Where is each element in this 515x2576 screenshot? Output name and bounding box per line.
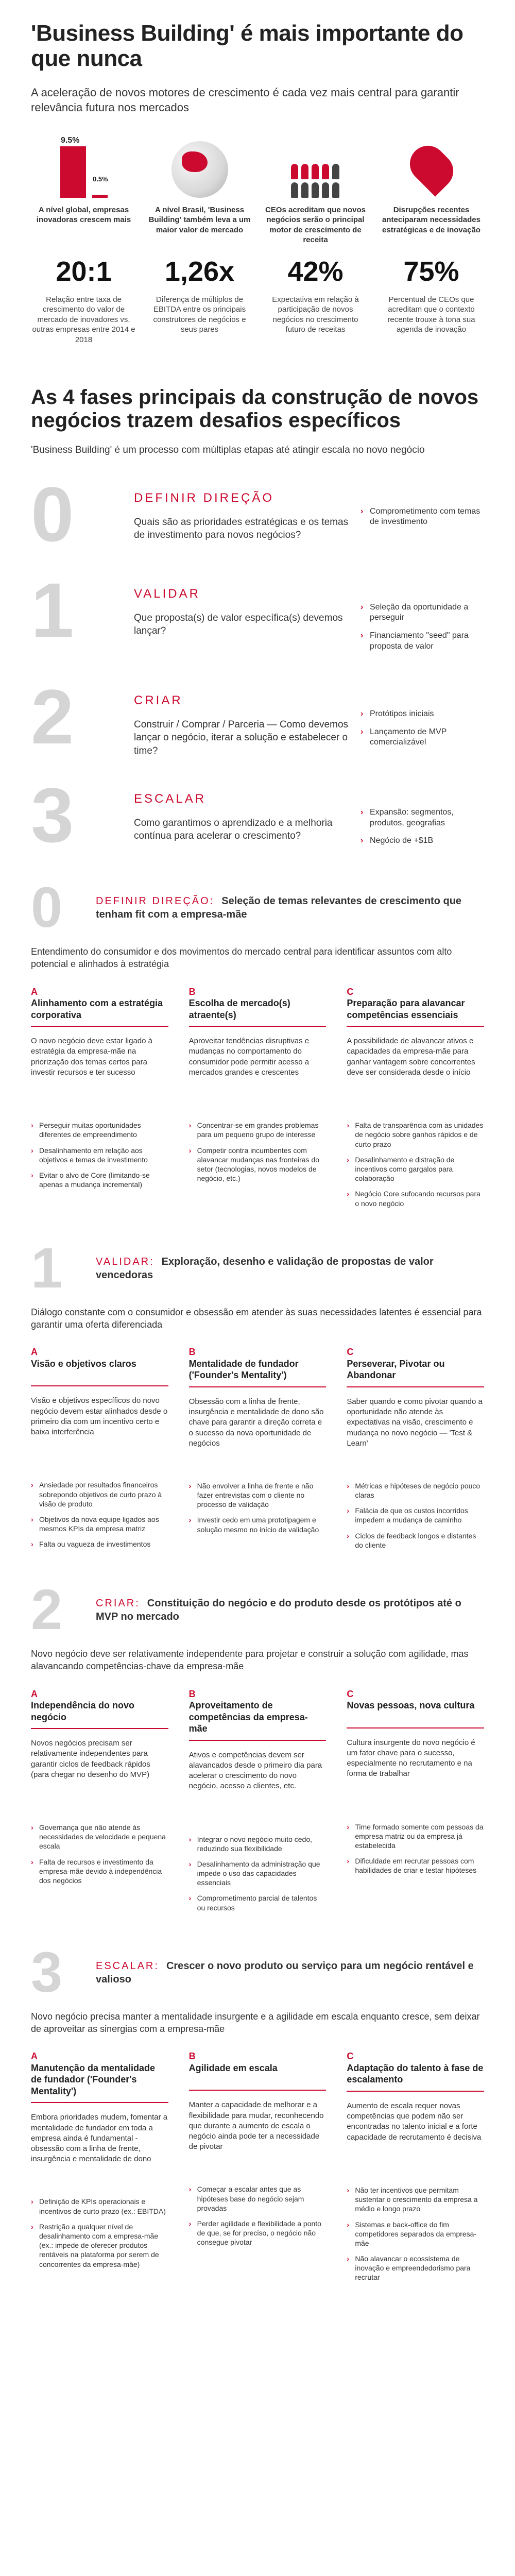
pitfall-item: › Começar a escalar antes que as hipóteses base do negócio sejam provadas xyxy=(189,2184,327,2213)
stat-caption: A nível global, empresas inovadoras crescem mais xyxy=(36,205,131,225)
pitfall-item: › Concentrar-se em grandes problemas para um pequeno grupo de interesse xyxy=(189,1121,327,1139)
column-heading: Aproveitamento de competências da empresa-mãe xyxy=(188,1700,308,1734)
phases-title: As 4 fases principais da construção de novos negócios trazem desafios específicos xyxy=(31,386,479,432)
column-text: Cultura insurgente do novo negócio é um fator chave para o sucesso, especialmente no recrutamento e na forma de trabalhar xyxy=(347,1738,475,1778)
detail-number: 3 xyxy=(31,1940,63,2004)
stat-card xyxy=(379,136,484,345)
column-heading: Independência do novo negócio xyxy=(31,1700,135,1722)
stat-description: Diferença de múltiplos de EBITDA entre os principais construtores de negócios e seus pares xyxy=(153,295,246,334)
stat-card xyxy=(31,136,136,345)
detail-header xyxy=(0,1924,515,2006)
pitfall-item: › Negócio Core sufocando recursos para o novo negócio xyxy=(347,1189,484,1208)
column-heading: Adaptação do talento à fase de escalamento xyxy=(347,2062,484,2085)
column-letter: A xyxy=(31,1347,38,1358)
stats-row xyxy=(31,136,484,345)
detail-title: Constituição do negócio e do produto desde os protótipos até o MVP no mercado xyxy=(96,1597,461,1622)
column-text: Saber quando e como pivotar quando a oportunidade não atende às expectativas na visão, crescimento e mudança no novo negócio — 'Test & Learn' xyxy=(347,1397,483,1448)
phase-row xyxy=(0,462,515,558)
stat-value: 42% xyxy=(287,256,344,287)
pitfall-item: › Falta ou vagueza de investimentos xyxy=(31,1539,168,1549)
detail-section xyxy=(0,859,515,1219)
phases-overview xyxy=(0,462,515,859)
pitfall-item: › Comprometimento parcial de talentos ou recursos xyxy=(189,1893,327,1912)
detail-label: CRIAR: xyxy=(96,1597,140,1609)
pitfall-item: › Falácia de que os custos incorridos impedem a mudança de caminho xyxy=(347,1506,484,1524)
stat-caption: Disrupções recentes anteciparam necessidades estratégicas e de inovação xyxy=(382,205,480,234)
detail-column xyxy=(31,2050,168,2288)
stat-label-a: 9.5% xyxy=(61,135,80,145)
detail-column xyxy=(347,1688,484,1919)
phase-tag: CRIAR xyxy=(134,693,183,707)
phase-outcome: › Expansão: segmentos, produtos, geografias xyxy=(360,807,484,829)
detail-columns xyxy=(0,1341,515,1561)
detail-column xyxy=(189,2050,327,2288)
pitfall-item: › Desalinhamento em relação aos objetivos e temas de investimento xyxy=(31,1146,168,1164)
column-letter: B xyxy=(188,2051,196,2062)
pitfall-item: › Não ter incentivos que permitam sustentar o crescimento da empresa a médio e longo prazo xyxy=(347,2185,484,2214)
phase-number: 0 xyxy=(31,470,74,557)
pitfall-item: › Perseguir muitas oportunidades diferentes de empreendimento xyxy=(31,1121,168,1139)
column-text: Obsessão com a linha de frente, insurgência e mentalidade de dono são chave para garantir a direção correta e o sucesso da nova oportunidade de negócios xyxy=(188,1397,324,1448)
phases-intro xyxy=(0,355,515,462)
detail-header xyxy=(0,1219,515,1302)
detail-column xyxy=(31,986,168,1214)
phase-number: 3 xyxy=(31,771,74,858)
column-pitfalls xyxy=(347,1822,484,1875)
column-letter: B xyxy=(188,986,196,997)
phase-tag: VALIDAR xyxy=(134,586,200,601)
stat-value: 75% xyxy=(403,256,459,287)
phase-outcomes xyxy=(360,506,484,535)
stat-value: 20:1 xyxy=(56,256,112,287)
hero-lead: A aceleração de novos motores de crescimento é cada vez mais central para garantir relevância futura nos mercados xyxy=(31,86,459,114)
stat-card xyxy=(263,136,368,345)
column-text: A possibilidade de alavancar ativos e capacidades da empresa-mãe para ganhar vantagem sobre concorrentes deve ser considerada desde o início xyxy=(347,1037,475,1077)
detail-columns xyxy=(0,981,515,1219)
pitfall-item: › Falta de transparência com as unidades de negócio sobre ganhos rápidos e de curto prazo xyxy=(347,1121,484,1149)
column-text: O novo negócio deve estar ligado à estratégia da empresa-mãe na priorização dos temas certos para investir recursos e ter sucesso xyxy=(31,1037,152,1077)
column-pitfalls xyxy=(189,1835,327,1912)
pitfall-item: › Sistemas e back-office do fim competidores separados da empresa-mãe xyxy=(347,2220,484,2248)
detail-title: Seleção de temas relevantes de crescimento que tenham fit com a empresa-mãe xyxy=(96,895,462,921)
column-heading: Alinhamento com a estratégia corporativa xyxy=(31,998,163,1020)
column-letter: B xyxy=(188,1347,196,1358)
stat-value: 1,26x xyxy=(164,256,235,287)
column-pitfalls xyxy=(31,1823,168,1885)
pitfall-item: › Objetivos da nova equipe ligados aos mesmos KPIs da empresa matriz xyxy=(31,1515,168,1533)
phase-outcome: › Negócio de +$1B xyxy=(360,836,484,846)
column-pitfalls xyxy=(189,2184,327,2247)
column-heading: Escolha de mercado(s) atraente(s) xyxy=(188,998,290,1020)
phase-question: Construir / Comprar / Parceria — Como devemos lançar o negócio, iterar a solução e estabelecer o time? xyxy=(134,719,349,757)
detail-intro: Novo negócio precisa manter a mentalidade insurgente e a agilidade em escala enquanto cresce, sem deixar de aproveitar as sinergias com a empresa-mãe xyxy=(31,2011,480,2035)
pitfall-item: › Perder agilidade e flexibilidade a ponto de que, se for preciso, o negócio não consegue pivotar xyxy=(189,2219,327,2247)
bar-innovators xyxy=(60,146,86,198)
phase-outcome: › Comprometimento com temas de investimento xyxy=(360,506,484,528)
detail-title: Crescer o novo produto ou serviço para um negócio rentável e valioso xyxy=(96,1960,474,1985)
column-letter: C xyxy=(347,2051,354,2062)
phases-subtitle: 'Business Building' é um processo com múltiplas etapas até atingir escala no novo negócio xyxy=(31,445,425,455)
stat-label-b: 0.5% xyxy=(93,175,108,183)
pitfall-item: › Desalinhamento da administração que impede o uso das capacidades essenciais xyxy=(189,1859,327,1888)
detail-section xyxy=(0,1219,515,1561)
phase-outcome: › Protótipos iniciais xyxy=(360,709,484,720)
detail-intro: Diálogo constante com o consumidor e obsessão em atender às suas necessidades latentes é essencial para garantir uma oferta diferenciada xyxy=(31,1307,482,1330)
stat-description: Percentual de CEOs que acreditam que o contexto recente trouxe à tona sua agenda de inovação xyxy=(387,295,475,334)
detail-column xyxy=(347,986,484,1214)
pitfall-item: › Métricas e hipóteses de negócio pouco claras xyxy=(347,1481,484,1500)
column-pitfalls xyxy=(189,1481,327,1534)
column-letter: C xyxy=(347,1347,354,1358)
pitfall-item: › Ciclos de feedback longos e distantes do cliente xyxy=(347,1531,484,1550)
column-pitfalls xyxy=(189,1121,327,1183)
column-text: Visão e objetivos específicos do novo negócio devem estar alinhados desde o primeiro dia com um incentivo certo e baixa interferência xyxy=(31,1396,168,1437)
detail-intro: Novo negócio deve ser relativamente independente para projetar e construir a solução com agilidade, mas alavancando competências-chave da empresa-mãe xyxy=(31,1648,469,1672)
pitfall-item: › Ansiedade por resultados financeiros sobrepondo objetivos de curto prazo à visão de produto xyxy=(31,1480,168,1509)
people-icon xyxy=(291,164,340,198)
detail-column xyxy=(347,1346,484,1556)
phase-outcomes xyxy=(360,709,484,755)
hero-section xyxy=(0,0,515,355)
phase-question: Como garantimos o aprendizado e a melhoria contínua para acelerar o crescimento? xyxy=(134,817,333,842)
column-text: Novos negócios precisam ser relativamente independentes para garantir ciclos de feedback rápidos (para chegar no desenho do MVP) xyxy=(31,1739,150,1779)
phase-question: Que proposta(s) de valor específica(s) devemos lançar? xyxy=(134,612,343,637)
column-pitfalls xyxy=(347,2185,484,2282)
column-heading: Perseverar, Pivotar ou Abandonar xyxy=(347,1358,445,1381)
pitfall-item: › Restrição a qualquer nível de desalinhamento com a empresa-mãe (ex.: impede de oferecer produtos rentáveis na plataforma por serem de concorrentes da empresa-mãe) xyxy=(31,2222,168,2269)
pitfall-item: › Definição de KPIs operacionais e incentivos de curto prazo (ex.: EBITDA) xyxy=(31,2197,168,2215)
column-pitfalls xyxy=(31,1480,168,1549)
phase-outcome: › Lançamento de MVP comercializável xyxy=(360,727,484,749)
pitfall-item: › Investir cedo em uma prototipagem e solução mesmo no início de validação xyxy=(189,1515,327,1534)
column-text: Ativos e competências devem ser alavancados desde o primeiro dia para acelerar o crescimento do novo negócio, acesso a clientes, etc. xyxy=(188,1750,322,1791)
pitfall-item: › Competir contra incumbentes com alavancar mudanças nas fronteiras do setor (tecnologias, novos modelos de negócio, etc.) xyxy=(189,1146,327,1183)
pitfall-item: › Dificuldade em recrutar pessoas com habilidades de criar e testar hipóteses xyxy=(347,1856,484,1875)
stat-caption: CEOs acreditam que novos negócios serão o principal motor de crescimento de receita xyxy=(265,205,366,245)
stat-card xyxy=(147,136,252,345)
bar-chart-icon xyxy=(31,136,136,198)
stat-caption: A nível Brasil, 'Business Building' também leva a um maior valor de mercado xyxy=(148,205,251,234)
pitfall-item: › Governança que não atende às necessidades de velocidade e pequena escala xyxy=(31,1823,168,1851)
pin-icon xyxy=(402,138,460,196)
column-heading: Manutenção da mentalidade de fundador ('Founder's Mentality') xyxy=(31,2062,156,2096)
pitfall-item: › Evitar o alvo de Core (limitando-se apenas a mudança incremental) xyxy=(31,1171,168,1189)
detail-section xyxy=(0,1561,515,1924)
detail-column xyxy=(347,2050,484,2288)
phase-outcomes xyxy=(360,602,484,659)
pitfall-item: › Não alavancar o ecossistema de inovação e empreendedorismo para recrutar xyxy=(347,2254,484,2282)
column-pitfalls xyxy=(31,1121,168,1189)
column-heading: Visão e objetivos claros xyxy=(31,1358,136,1369)
hero-title: 'Business Building' é mais importante do que nunca xyxy=(31,21,464,72)
detail-header xyxy=(0,1561,515,1643)
detail-title: Exploração, desenho e validação de propostas de valor vencedoras xyxy=(96,1256,434,1281)
detail-column xyxy=(31,1346,168,1556)
pitfall-item: › Não envolver a linha de frente e não fazer entrevistas com o cliente no processo de validação xyxy=(189,1481,327,1510)
phase-tag: DEFINIR DIREÇÃO xyxy=(134,490,274,505)
detail-column xyxy=(189,1346,327,1556)
column-heading: Mentalidade de fundador ('Founder's Mentality') xyxy=(188,1358,299,1381)
column-letter: A xyxy=(31,986,38,997)
column-letter: C xyxy=(347,1688,354,1699)
pitfall-item: › Desalinhamento e distração de incentivos como gargalos para colaboração xyxy=(347,1155,484,1183)
pitfall-item: › Falta de recursos e investimento da empresa-mãe devido à independência dos negócios xyxy=(31,1857,168,1886)
phase-row xyxy=(0,558,515,665)
detail-label: DEFINIR DIREÇÃO: xyxy=(96,895,215,907)
phase-number: 1 xyxy=(31,566,74,653)
detail-label: VALIDAR: xyxy=(96,1256,154,1267)
phase-number: 2 xyxy=(31,673,74,760)
column-letter: A xyxy=(31,2051,38,2062)
detail-section xyxy=(0,1924,515,2294)
column-letter: A xyxy=(31,1688,38,1699)
stat-description: Expectativa em relação à participação de novos negócios no crescimento futuro de receitas xyxy=(272,295,359,334)
detail-column xyxy=(189,986,327,1214)
column-text: Aproveitar tendências disruptivas e mudanças no comportamento do consumidor pode permitir acesso a mercados grandes e crescentes xyxy=(188,1037,310,1077)
globe-icon xyxy=(171,141,228,198)
detail-columns xyxy=(0,1683,515,1924)
phase-question: Quais são as prioridades estratégicas e os temas de investimento para novos negócios? xyxy=(134,516,349,541)
column-letter: C xyxy=(347,986,354,997)
detail-label: ESCALAR: xyxy=(96,1960,159,1972)
column-heading: Preparação para alavancar competências essenciais xyxy=(347,998,465,1020)
detail-header xyxy=(0,859,515,941)
column-pitfalls xyxy=(31,2197,168,2268)
detail-number: 0 xyxy=(31,876,63,940)
column-pitfalls xyxy=(347,1121,484,1208)
phase-row xyxy=(0,763,515,859)
stat-description: Relação entre taxa de crescimento do valor de mercado de inovadores vs. outras empresas entre 2014 e 2018 xyxy=(32,295,135,344)
detail-column xyxy=(31,1688,168,1919)
pitfall-item: › Time formado somente com pessoas da empresa matriz ou da empresa já estabelecida xyxy=(347,1822,484,1851)
phase-outcomes xyxy=(360,807,484,854)
column-pitfalls xyxy=(347,1481,484,1550)
detail-columns xyxy=(0,2045,515,2293)
phase-outcome: › Seleção da oportunidade a perseguir xyxy=(360,602,484,624)
column-text: Manter a capacidade de melhorar e a flexibilidade para mudar, reconhecendo que durante a aumento de escala o negócio ainda pode ter a necessidade de pivotar xyxy=(188,2100,324,2151)
detail-number: 2 xyxy=(31,1578,63,1641)
column-text: Aumento de escala requer novas competências que podem não ser encontradas no talento inicial e a forte capacidade de recrutamento é decisiva xyxy=(347,2101,482,2142)
phase-outcome: › Financiamento "seed" para proposta de valor xyxy=(360,631,484,652)
detail-column xyxy=(189,1688,327,1919)
column-letter: B xyxy=(188,1688,196,1699)
detail-number: 1 xyxy=(31,1236,63,1300)
column-text: Embora prioridades mudem, fomentar a mentalidade de fundador em toda a empresa ainda é fundamental - obsessão com a linha de frente, insurgência e mentalidade de dono xyxy=(31,2113,168,2164)
bar-others xyxy=(92,195,108,198)
column-heading: Novas pessoas, nova cultura xyxy=(347,1700,475,1711)
detail-intro: Entendimento do consumidor e dos movimentos do mercado central para identificar assuntos com alto potencial e alinhados à estratégia xyxy=(31,946,452,970)
column-heading: Agilidade em escala xyxy=(188,2062,278,2073)
pitfall-item: › Integrar o novo negócio muito cedo, reduzindo sua flexibilidade xyxy=(189,1835,327,1853)
phase-row xyxy=(0,665,515,763)
phase-tag: ESCALAR xyxy=(134,791,207,806)
